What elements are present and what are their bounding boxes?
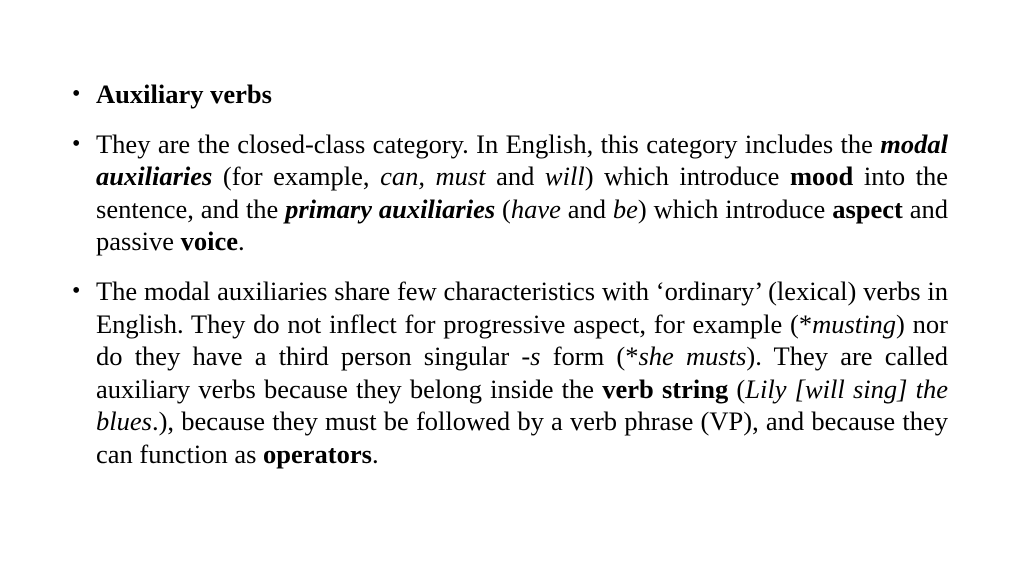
italic-text: she musts — [638, 341, 747, 372]
italic-text: musting — [812, 308, 897, 339]
plain-text: . — [371, 438, 379, 469]
bullet-item-modal-characteristics — [72, 275, 948, 471]
plain-text: ). They are called auxiliary verbs because they belong inside the — [96, 341, 949, 404]
plain-text: . — [238, 226, 245, 257]
bullet-list — [72, 78, 948, 488]
bold-text: aspect — [832, 193, 903, 224]
plain-text: and passive — [96, 193, 948, 257]
bold-text: mood — [789, 161, 854, 192]
plain-text: ) nor do they have a third person singular - — [96, 308, 948, 372]
bold-text: operators — [263, 438, 372, 469]
bullet-text — [96, 78, 948, 111]
italic-text: Lily [will sing] the blues — [96, 373, 949, 437]
plain-text: into the sentence, and the — [96, 161, 948, 224]
plain-text: (for example, — [212, 161, 381, 192]
bold-italic-inner: primary auxiliaries — [285, 193, 496, 224]
bullet-point-icon: • — [72, 81, 81, 107]
plain-text: form (* — [540, 341, 639, 372]
bold-italic-text — [285, 194, 495, 224]
bullet-text — [96, 275, 948, 471]
bullet-item-closed-class-definition — [72, 128, 948, 258]
bullet-item-auxiliary-verbs-heading — [72, 78, 948, 111]
plain-text: ( — [495, 193, 511, 224]
plain-text: They are the closed-class category. In English, this category includes the — [96, 128, 881, 159]
italic-text: have — [510, 193, 561, 224]
italic-text: s — [530, 341, 541, 372]
plain-text: and — [485, 161, 545, 192]
bold-text: verb string — [602, 373, 729, 404]
plain-text: ( — [728, 373, 746, 404]
bold-text: Auxiliary verbs — [96, 79, 272, 109]
italic-text: can, must — [380, 161, 486, 192]
italic-text: will — [544, 161, 585, 192]
plain-text: ) which introduce — [637, 193, 833, 224]
italic-text: be — [612, 193, 638, 224]
plain-text: .), because they must be followed by a verb phrase (VP), and because they can function as — [96, 406, 948, 469]
plain-text: and — [560, 193, 613, 224]
bullet-point-icon: • — [72, 277, 81, 304]
bullet-point-icon: • — [72, 130, 81, 157]
bold-italic-inner: modal auxiliaries — [96, 128, 948, 192]
bullet-text — [96, 128, 948, 258]
plain-text: The modal auxiliaries share few characteristics with ‘ordinary’ (lexical) verbs in English. They do not inflect for progressive aspect, for example (* — [96, 275, 948, 339]
bold-text: voice — [180, 226, 239, 257]
plain-text: ) which introduce — [584, 161, 790, 192]
